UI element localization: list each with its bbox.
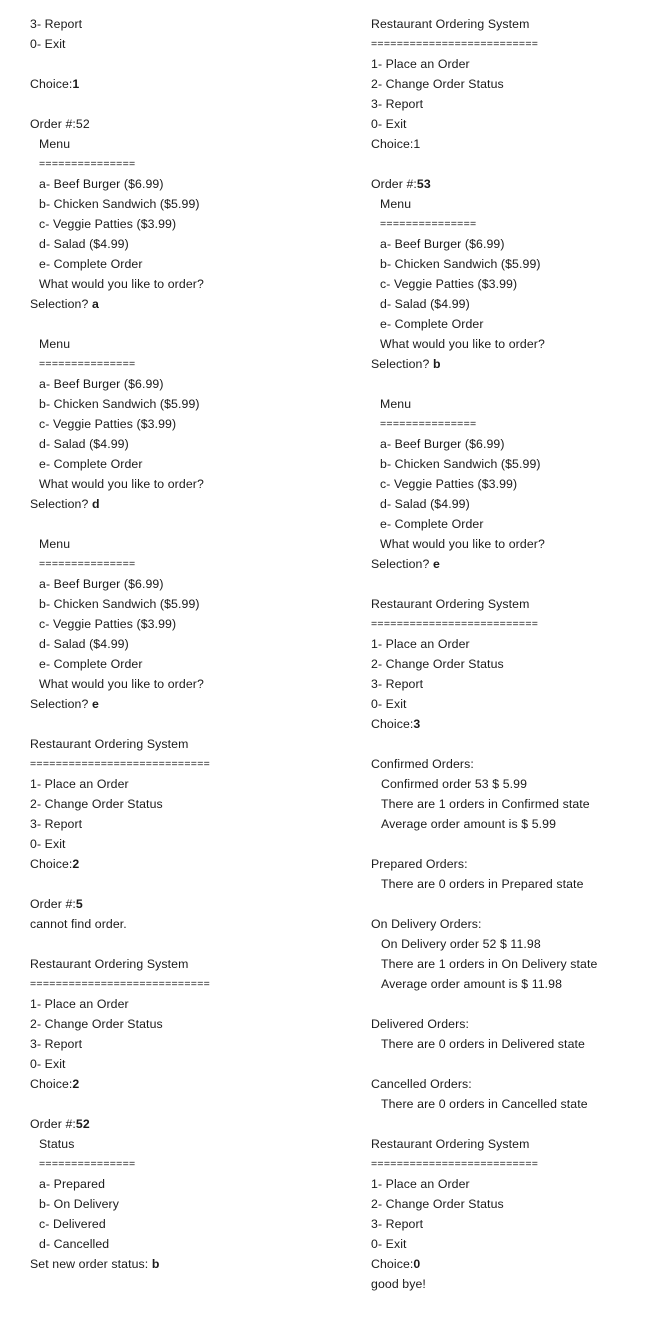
line-text: a- Prepared xyxy=(39,1177,106,1191)
console-line xyxy=(30,1234,330,1254)
line-text: Choice: xyxy=(30,857,73,871)
line-text: Average order amount is $ 5.99 xyxy=(381,817,557,831)
console-line xyxy=(371,454,661,474)
line-text: Menu xyxy=(39,337,71,351)
console-line xyxy=(30,1174,330,1194)
user-input: e xyxy=(432,557,440,571)
line-text: Restaurant Ordering System xyxy=(30,737,189,751)
console-line xyxy=(30,674,330,694)
blank-line xyxy=(30,1094,330,1114)
line-text: Menu xyxy=(380,197,412,211)
console-line xyxy=(30,1134,330,1154)
line-text: =============== xyxy=(39,158,136,170)
console-line xyxy=(30,414,330,434)
line-text: d- Salad ($4.99) xyxy=(380,297,470,311)
console-line xyxy=(371,1174,661,1194)
console-line xyxy=(371,254,661,274)
line-text: cannot find order. xyxy=(30,917,127,931)
line-text: 3- Report xyxy=(371,677,424,691)
line-text: 2- Change Order Status xyxy=(371,77,504,91)
line-text: 0- Exit xyxy=(30,37,66,51)
console-line xyxy=(371,1234,661,1254)
line-text: 2- Change Order Status xyxy=(371,1197,504,1211)
console-line xyxy=(30,1254,330,1274)
console-line xyxy=(371,534,661,554)
line-text: Order #: xyxy=(30,1117,76,1131)
console-line xyxy=(371,394,661,414)
line-text: Restaurant Ordering System xyxy=(30,957,189,971)
console-line xyxy=(30,994,330,1014)
line-text: Choice: xyxy=(371,1257,414,1271)
console-line xyxy=(371,714,661,734)
console-line xyxy=(371,494,661,514)
console-line xyxy=(371,314,661,334)
console-line xyxy=(30,274,330,294)
line-text: e- Complete Order xyxy=(39,257,143,271)
console-line xyxy=(30,1114,330,1134)
line-text: There are 1 orders in On Delivery state xyxy=(381,957,598,971)
line-text: 1- Place an Order xyxy=(30,997,129,1011)
line-text: Choice: xyxy=(371,717,414,731)
line-text: What would you like to order? xyxy=(39,677,204,691)
console-line xyxy=(30,214,330,234)
line-text: c- Veggie Patties ($3.99) xyxy=(39,417,177,431)
console-line xyxy=(371,854,661,874)
console-line xyxy=(30,34,330,54)
console-line xyxy=(371,1094,661,1114)
console-line xyxy=(371,1194,661,1214)
line-text: 3- Report xyxy=(30,817,83,831)
blank-line xyxy=(371,994,661,1014)
line-text: 3- Report xyxy=(371,1217,424,1231)
blank-line xyxy=(371,1054,661,1074)
blank-line xyxy=(371,574,661,594)
console-line xyxy=(371,1074,661,1094)
line-text: good bye! xyxy=(371,1277,426,1291)
console-line xyxy=(371,554,661,574)
console-line xyxy=(371,474,661,494)
console-line xyxy=(30,1014,330,1034)
line-text: What would you like to order? xyxy=(380,337,545,351)
console-line xyxy=(371,674,661,694)
console-line xyxy=(371,334,661,354)
console-line xyxy=(371,114,661,134)
separator-line xyxy=(371,214,661,234)
user-input: 1 xyxy=(72,77,80,91)
line-text: =============== xyxy=(380,418,477,430)
console-line xyxy=(371,274,661,294)
line-text: Confirmed Orders: xyxy=(371,757,474,771)
line-text: =============== xyxy=(39,1158,136,1170)
line-text: b- Chicken Sandwich ($5.99) xyxy=(39,597,200,611)
console-line xyxy=(371,914,661,934)
console-line xyxy=(30,194,330,214)
user-input: d xyxy=(91,497,100,511)
line-text: b- On Delivery xyxy=(39,1197,119,1211)
line-text: Menu xyxy=(39,137,71,151)
line-text: b- Chicken Sandwich ($5.99) xyxy=(39,197,200,211)
line-text: 2- Change Order Status xyxy=(30,1017,163,1031)
console-line xyxy=(30,134,330,154)
line-text: 3- Report xyxy=(30,17,83,31)
console-line xyxy=(30,74,330,94)
line-text: a- Beef Burger ($6.99) xyxy=(39,377,164,391)
separator-line xyxy=(30,754,330,774)
blank-line xyxy=(371,834,661,854)
console-line xyxy=(371,954,661,974)
blank-line xyxy=(30,934,330,954)
console-line xyxy=(30,1034,330,1054)
console-line xyxy=(30,1214,330,1234)
line-text: On Delivery order 52 $ 11.98 xyxy=(381,937,541,951)
blank-line xyxy=(371,1114,661,1134)
line-text: =============== xyxy=(39,358,136,370)
console-line xyxy=(30,1194,330,1214)
line-text: c- Veggie Patties ($3.99) xyxy=(39,617,177,631)
console-line xyxy=(30,954,330,974)
line-text: On Delivery Orders: xyxy=(371,917,482,931)
separator-line xyxy=(371,414,661,434)
console-line xyxy=(371,1134,661,1154)
console-line xyxy=(30,634,330,654)
line-text: a- Beef Burger ($6.99) xyxy=(380,237,505,251)
console-line xyxy=(30,694,330,714)
console-line xyxy=(30,294,330,314)
line-text: Choice: xyxy=(30,1077,73,1091)
console-line xyxy=(30,454,330,474)
console-line xyxy=(30,374,330,394)
console-line xyxy=(371,74,661,94)
line-text: Prepared Orders: xyxy=(371,857,468,871)
separator-line xyxy=(30,974,330,994)
console-line xyxy=(371,974,661,994)
line-text: Delivered Orders: xyxy=(371,1017,470,1031)
console-line xyxy=(371,1034,661,1054)
console-line xyxy=(371,874,661,894)
line-text: Order #:52 xyxy=(30,117,90,131)
line-text: Selection? xyxy=(371,557,433,571)
line-text: a- Beef Burger ($6.99) xyxy=(39,177,164,191)
console-line xyxy=(30,914,330,934)
user-input: e xyxy=(91,697,99,711)
console-line xyxy=(30,594,330,614)
line-text: There are 0 orders in Delivered state xyxy=(381,1037,585,1051)
line-text: 0- Exit xyxy=(30,837,66,851)
line-text: ========================== xyxy=(371,38,539,50)
user-input: 53 xyxy=(416,177,431,191)
line-text: There are 1 orders in Confirmed state xyxy=(381,797,590,811)
line-text: Selection? xyxy=(30,497,92,511)
separator-line xyxy=(371,34,661,54)
line-text: b- Chicken Sandwich ($5.99) xyxy=(39,397,200,411)
console-line xyxy=(371,654,661,674)
separator-line xyxy=(30,1154,330,1174)
line-text: There are 0 orders in Cancelled state xyxy=(381,1097,588,1111)
line-text: c- Delivered xyxy=(39,1217,106,1231)
blank-line xyxy=(371,734,661,754)
line-text: d- Salad ($4.99) xyxy=(39,237,129,251)
console-line xyxy=(30,334,330,354)
line-text: a- Beef Burger ($6.99) xyxy=(380,437,505,451)
console-line xyxy=(371,1274,661,1294)
line-text: e- Complete Order xyxy=(380,317,484,331)
user-input: 2 xyxy=(72,857,80,871)
console-line xyxy=(30,734,330,754)
console-line xyxy=(30,574,330,594)
line-text: b- Chicken Sandwich ($5.99) xyxy=(380,457,541,471)
console-line xyxy=(371,794,661,814)
separator-line xyxy=(30,154,330,174)
console-line xyxy=(371,354,661,374)
console-line xyxy=(30,894,330,914)
line-text: e- Complete Order xyxy=(380,517,484,531)
console-line xyxy=(30,254,330,274)
console-line xyxy=(371,594,661,614)
line-text: Order #: xyxy=(30,897,76,911)
line-text: ============================ xyxy=(30,978,211,990)
console-line xyxy=(30,474,330,494)
user-input: 2 xyxy=(72,1077,80,1091)
blank-line xyxy=(371,374,661,394)
line-text: Choice:1 xyxy=(371,137,421,151)
user-input: 52 xyxy=(75,1117,90,1131)
console-line xyxy=(371,234,661,254)
line-text: Choice: xyxy=(30,77,73,91)
console-line xyxy=(30,854,330,874)
console-line xyxy=(30,1054,330,1074)
line-text: 0- Exit xyxy=(30,1057,66,1071)
console-line xyxy=(30,174,330,194)
blank-line xyxy=(30,874,330,894)
line-text: 2- Change Order Status xyxy=(371,657,504,671)
line-text: 1- Place an Order xyxy=(371,1177,470,1191)
console-line xyxy=(371,694,661,714)
blank-line xyxy=(30,514,330,534)
line-text: d- Salad ($4.99) xyxy=(380,497,470,511)
blank-line xyxy=(30,94,330,114)
console-line xyxy=(30,1074,330,1094)
blank-line xyxy=(30,314,330,334)
line-text: Cancelled Orders: xyxy=(371,1077,472,1091)
console-line xyxy=(30,14,330,34)
console-line xyxy=(371,1214,661,1234)
line-text: 1- Place an Order xyxy=(30,777,129,791)
line-text: 0- Exit xyxy=(371,697,407,711)
separator-line xyxy=(30,354,330,374)
line-text: There are 0 orders in Prepared state xyxy=(381,877,584,891)
line-text: a- Beef Burger ($6.99) xyxy=(39,577,164,591)
console-line xyxy=(371,1014,661,1034)
console-line xyxy=(371,774,661,794)
blank-line xyxy=(30,714,330,734)
line-text: d- Cancelled xyxy=(39,1237,110,1251)
line-text: 1- Place an Order xyxy=(371,637,470,651)
line-text: d- Salad ($4.99) xyxy=(39,437,129,451)
line-text: ============================ xyxy=(30,758,211,770)
console-line xyxy=(30,114,330,134)
line-text: =============== xyxy=(39,558,136,570)
line-text: 1- Place an Order xyxy=(371,57,470,71)
line-text: 3- Report xyxy=(30,1037,83,1051)
console-line xyxy=(371,934,661,954)
console-line xyxy=(30,814,330,834)
separator-line xyxy=(30,554,330,574)
console-line xyxy=(30,494,330,514)
line-text: Restaurant Ordering System xyxy=(371,597,530,611)
line-text: Selection? xyxy=(371,357,433,371)
console-line xyxy=(371,1254,661,1274)
console-line xyxy=(30,774,330,794)
line-text: What would you like to order? xyxy=(39,477,204,491)
console-line xyxy=(371,754,661,774)
line-text: b- Chicken Sandwich ($5.99) xyxy=(380,257,541,271)
user-input: 5 xyxy=(75,897,83,911)
line-text: c- Veggie Patties ($3.99) xyxy=(380,477,518,491)
console-line xyxy=(371,514,661,534)
line-text: Menu xyxy=(380,397,412,411)
line-text: ========================== xyxy=(371,618,539,630)
line-text: Status xyxy=(39,1137,75,1151)
line-text: Restaurant Ordering System xyxy=(371,17,530,31)
line-text: Average order amount is $ 11.98 xyxy=(381,977,563,991)
line-text: c- Veggie Patties ($3.99) xyxy=(380,277,518,291)
console-line xyxy=(30,394,330,414)
line-text: What would you like to order? xyxy=(39,277,204,291)
console-line xyxy=(30,794,330,814)
blank-line xyxy=(371,154,661,174)
line-text: Confirmed order 53 $ 5.99 xyxy=(381,777,528,791)
console-line xyxy=(371,194,661,214)
line-text: d- Salad ($4.99) xyxy=(39,637,129,651)
line-text: ========================== xyxy=(371,1158,539,1170)
line-text: e- Complete Order xyxy=(39,457,143,471)
blank-line xyxy=(371,894,661,914)
console-line xyxy=(30,534,330,554)
line-text: What would you like to order? xyxy=(380,537,545,551)
line-text: Restaurant Ordering System xyxy=(371,1137,530,1151)
user-input: a xyxy=(91,297,99,311)
console-line xyxy=(30,834,330,854)
console-line xyxy=(371,634,661,654)
console-line xyxy=(30,434,330,454)
console-line xyxy=(371,134,661,154)
line-text: 0- Exit xyxy=(371,1237,407,1251)
line-text: 0- Exit xyxy=(371,117,407,131)
console-output-left xyxy=(30,14,330,1274)
console-line xyxy=(371,174,661,194)
console-line xyxy=(30,614,330,634)
console-line xyxy=(30,654,330,674)
line-text: Menu xyxy=(39,537,71,551)
console-line xyxy=(30,234,330,254)
console-line xyxy=(371,294,661,314)
line-text: Set new order status: xyxy=(30,1257,152,1271)
console-line xyxy=(371,434,661,454)
line-text: 2- Change Order Status xyxy=(30,797,163,811)
line-text: 3- Report xyxy=(371,97,424,111)
line-text: Selection? xyxy=(30,697,92,711)
separator-line xyxy=(371,1154,661,1174)
console-output-right xyxy=(371,14,661,1294)
line-text: Order #: xyxy=(371,177,417,191)
separator-line xyxy=(371,614,661,634)
line-text: c- Veggie Patties ($3.99) xyxy=(39,217,177,231)
user-input: b xyxy=(432,357,441,371)
user-input: 3 xyxy=(413,717,421,731)
line-text: Selection? xyxy=(30,297,92,311)
line-text: =============== xyxy=(380,218,477,230)
console-line xyxy=(371,54,661,74)
console-line xyxy=(371,14,661,34)
blank-line xyxy=(30,54,330,74)
console-line xyxy=(371,94,661,114)
user-input: 0 xyxy=(413,1257,421,1271)
line-text: e- Complete Order xyxy=(39,657,143,671)
user-input: b xyxy=(151,1257,160,1271)
console-line xyxy=(371,814,661,834)
